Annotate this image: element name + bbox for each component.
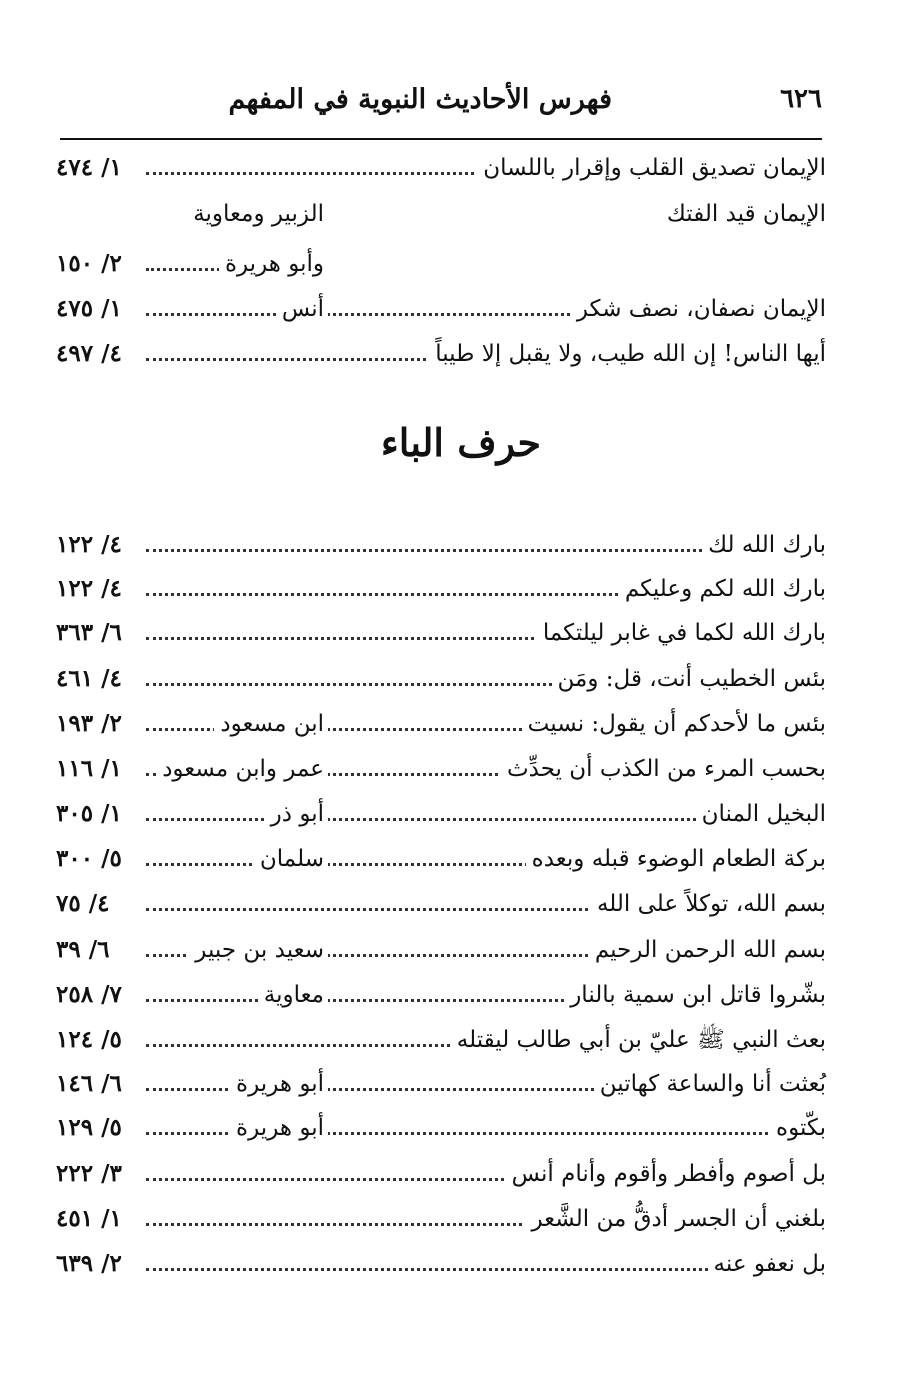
index-entry	[56, 975, 826, 1015]
leader-dots	[146, 1268, 786, 1271]
narrator: سعيد بن جبير	[189, 930, 328, 970]
hadith-text: بلغني أن الجسر أدقُّ من الشَّعر	[525, 1199, 826, 1239]
index-entry	[56, 148, 826, 188]
hadith-text: الإيمان قيد الفتك	[661, 194, 826, 234]
index-entry	[56, 794, 826, 834]
page-number: ٦٢٦	[780, 84, 822, 114]
hadith-text: بئس ما لأحدكم أن يقول: نسيت	[522, 704, 826, 744]
index-entry	[56, 659, 826, 699]
hadith-text: بل نعفو عنه	[708, 1244, 826, 1284]
index-entry	[56, 884, 826, 924]
index-entry	[56, 1064, 826, 1104]
volume-page-ref: ٤/ ١٢٢	[56, 569, 134, 609]
narrator: معاوية	[258, 975, 328, 1015]
index-entry	[56, 525, 826, 565]
volume-page-ref: ٥/ ١٢٩	[56, 1108, 134, 1148]
index-entry	[56, 1108, 826, 1148]
page-header	[60, 84, 822, 124]
index-entry	[56, 613, 826, 653]
volume-page-ref: ١/ ٤٥١	[56, 1199, 134, 1239]
section-heading: حرف الباء	[380, 420, 542, 465]
leader-dots	[146, 549, 786, 552]
hadith-text: بئس الخطيب أنت، قل: ومَن	[552, 659, 826, 699]
hadith-text: بسم الله الرحمن الرحيم	[589, 930, 826, 970]
hadith-text: الإيمان نصفان، نصف شكر	[571, 289, 826, 329]
hadith-text: بحسب المرء من الكذب أن يحدِّث	[501, 749, 826, 789]
volume-page-ref: ٢/ ١٩٣	[56, 704, 134, 744]
volume-page-ref: ١/ ٣٠٥	[56, 794, 134, 834]
hadith-text: بعث النبي ﷺ عليّ بن أبي طالب ليقتله	[451, 1020, 826, 1060]
volume-page-ref: ١/ ٤٧٥	[56, 289, 134, 329]
leader-dots	[146, 818, 786, 821]
hadith-text: بركة الطعام الوضوء قبله وبعده	[526, 839, 826, 879]
narrator: أبو هريرة	[230, 1108, 328, 1148]
index-entry	[56, 704, 826, 744]
narrator: عمر وابن مسعود	[156, 749, 328, 789]
index-entry	[56, 334, 826, 374]
volume-page-ref: ٥/ ٣٠٠	[56, 839, 134, 879]
volume-page-ref: ٤/ ٤٩٧	[56, 334, 134, 374]
hadith-text: بُعثت أنا والساعة كهاتين	[594, 1064, 826, 1104]
volume-page-ref: ٤/ ٤٦١	[56, 659, 134, 699]
index-entry	[56, 1244, 826, 1284]
hadith-text: البخيل المنان	[696, 794, 826, 834]
narrator: ابن مسعود	[214, 704, 328, 744]
volume-page-ref: ٤/ ٧٥	[56, 884, 134, 924]
narrator: الزبير ومعاوية	[187, 194, 328, 234]
volume-page-ref: ٦/ ٣٩	[56, 930, 134, 970]
hadith-text: بشّروا قاتل ابن سمية بالنار	[564, 975, 826, 1015]
index-entry	[56, 194, 826, 234]
hadith-text: بارك الله لك	[702, 525, 826, 565]
index-entry	[56, 289, 826, 329]
narrator: وأبو هريرة	[219, 244, 328, 284]
narrator: سلمان	[254, 839, 328, 879]
volume-page-ref: ٢/ ١٥٠	[56, 244, 134, 284]
index-entry	[56, 839, 826, 879]
index-entry	[56, 244, 826, 284]
volume-page-ref: ٦/ ٣٦٣	[56, 613, 134, 653]
index-entry	[56, 1154, 826, 1194]
hadith-text: بارك الله لكما في غابر ليلتكما	[537, 613, 826, 653]
index-entry	[56, 749, 826, 789]
hadith-text: الإيمان تصديق القلب وإقرار باللسان	[477, 148, 826, 188]
volume-page-ref: ٣/ ٢٢٢	[56, 1154, 134, 1194]
volume-page-ref: ٦/ ١٤٦	[56, 1064, 134, 1104]
index-entry	[56, 1199, 826, 1239]
header-rule	[60, 138, 822, 140]
hadith-text: بسم الله، توكلاً على الله	[591, 884, 826, 924]
running-title: فهرس الأحاديث النبوية في المفهم	[228, 84, 612, 115]
volume-page-ref: ٤/ ١٢٢	[56, 525, 134, 565]
volume-page-ref: ١/ ١١٦	[56, 749, 134, 789]
leader-dots	[146, 268, 226, 271]
volume-page-ref: ٧/ ٢٥٨	[56, 975, 134, 1015]
hadith-text: بكّتوه	[770, 1108, 826, 1148]
hadith-text: بل أصوم وأفطر وأقوم وأنام أنس	[506, 1154, 826, 1194]
hadith-text: أيها الناس! إن الله طيب، ولا يقبل إلا طيباً	[429, 334, 826, 374]
volume-page-ref: ١/ ٤٧٤	[56, 148, 134, 188]
index-entry	[56, 1020, 826, 1060]
narrator: أبو ذر	[265, 794, 328, 834]
index-entry	[56, 930, 826, 970]
volume-page-ref: ٢/ ٦٣٩	[56, 1244, 134, 1284]
hadith-text: بارك الله لكم وعليكم	[619, 569, 826, 609]
narrator: أنس	[276, 289, 328, 329]
narrator: أبو هريرة	[230, 1064, 328, 1104]
volume-page-ref: ٥/ ١٢٤	[56, 1020, 134, 1060]
index-entry	[56, 569, 826, 609]
